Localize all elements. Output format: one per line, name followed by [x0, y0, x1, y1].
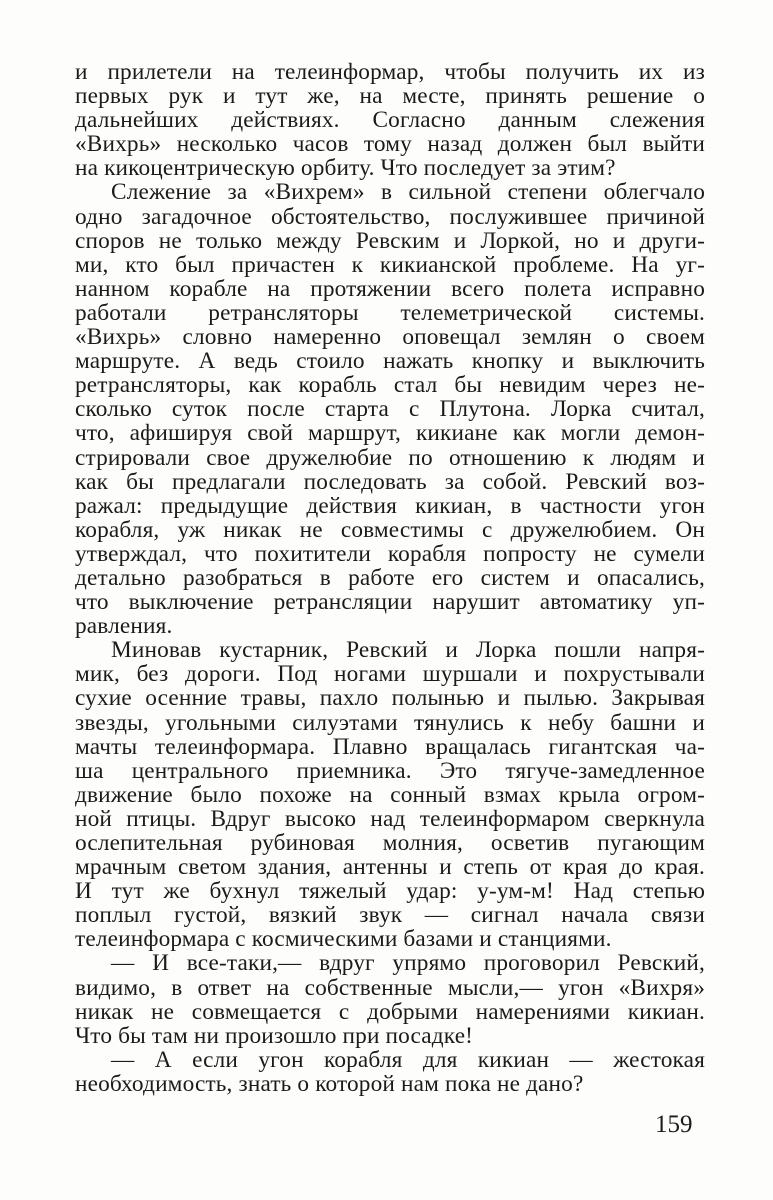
text-line: сколько суток после старта с Плутона. Лорка считал,: [75, 396, 705, 423]
text-line: Слежение за «Вихрем» в сильной степени облегчало: [111, 179, 705, 206]
text-line: мрачным светом здания, антенны и степь от края до края.: [75, 854, 705, 881]
text-line: Миновав кустарник, Ревский и Лорка пошли напря-: [111, 637, 705, 664]
text-line: видимо, в ответ на собственные мысли,— угон «Вихря»: [75, 974, 705, 1001]
text-line: «Вихрь» несколько часов тому назад должен был выйти: [75, 131, 705, 158]
page-number: 159: [655, 1111, 693, 1138]
text-line: ной птицы. Вдруг высоко над телеинформаром сверкнула: [75, 805, 705, 832]
text-line: что, афишируя свой маршрут, кикиане как могли демон-: [75, 420, 705, 447]
text-line: дальнейших действиях. Согласно данным слежения: [75, 107, 705, 134]
text-line: звезды, угольными силуэтами тянулись к небу башни и: [75, 709, 705, 736]
text-line: мачты телеинформара. Плавно вращалась гигантская ча-: [75, 733, 705, 760]
text-line: — И все-таки,— вдруг упрямо проговорил Ревский,: [111, 950, 705, 977]
text-line: как бы предлагали последовать за собой. Ревский воз-: [75, 468, 705, 495]
text-line: маршруте. А ведь стоило нажать кнопку и выключить: [75, 348, 705, 375]
text-line: никак не совмещается с добрыми намерениями кикиан.: [75, 998, 705, 1025]
text-line: корабля, уж никак не совместимы с дружелюбием. Он: [75, 516, 705, 543]
text-line: что выключение ретрансляции нарушит автоматику уп-: [75, 589, 705, 616]
text-line: ми, кто был причастен к кикианской проблеме. На уг-: [75, 251, 705, 278]
text-line: ражал: предыдущие действия кикиан, в частности угон: [75, 492, 705, 519]
text-line: работали ретрансляторы телеметрической системы.: [75, 299, 705, 326]
text-line: необходимость, знать о которой нам пока не дано?: [75, 1070, 584, 1097]
body-text: [75, 60, 705, 1096]
text-line: — А если угон корабля для кикиан — жестокая: [111, 1046, 705, 1073]
text-line: нанном корабле на протяжении всего полета исправно: [75, 275, 705, 302]
text-line: ослепительная рубиновая молния, осветив пугающим: [75, 830, 705, 856]
text-line: детально разобраться в работе его систем и опасались,: [75, 564, 705, 591]
text-line: телеинформара с космическими базами и станциями.: [75, 926, 612, 953]
text-line: сухие осенние травы, пахло полынью и пылью. Закрывая: [75, 685, 705, 712]
text-line: Что бы там ни произошло при посадке!: [75, 1022, 474, 1049]
text-line: ретрансляторы, как корабль стал бы невидим через не-: [75, 372, 705, 399]
text-line: первых рук и тут же, на месте, принять решение о: [75, 83, 705, 110]
text-line: мик, без дороги. Под ногами шуршали и похрустывали: [75, 661, 705, 688]
text-line: И тут же бухнул тяжелый удар: у-ум-м! Над степью: [75, 878, 705, 905]
text-line: ша центрального приемника. Это тягуче-замедленное: [75, 757, 705, 784]
text-line: и прилетели на телеинформар, чтобы получить их из: [75, 59, 705, 85]
text-line: на кикоцентрическую орбиту. Что последует за этим?: [75, 155, 616, 182]
text-line: утверждал, что похитители корабля попросту не сумели: [75, 540, 705, 567]
text-line: споров не только между Ревским и Лоркой, но и други-: [75, 227, 705, 254]
text-line: стрировали свое дружелюбие по отношению к людям и: [75, 444, 705, 471]
text-line: поплыл густой, вязкий звук — сигнал начала связи: [75, 902, 705, 929]
text-line: движение было похоже на сонный взмах крыла огром-: [75, 781, 705, 808]
text-line: одно загадочное обстоятельство, послужившее причиной: [75, 203, 705, 230]
text-line: равления.: [75, 613, 173, 640]
text-line: «Вихрь» словно намеренно оповещал землян о своем: [75, 324, 705, 351]
